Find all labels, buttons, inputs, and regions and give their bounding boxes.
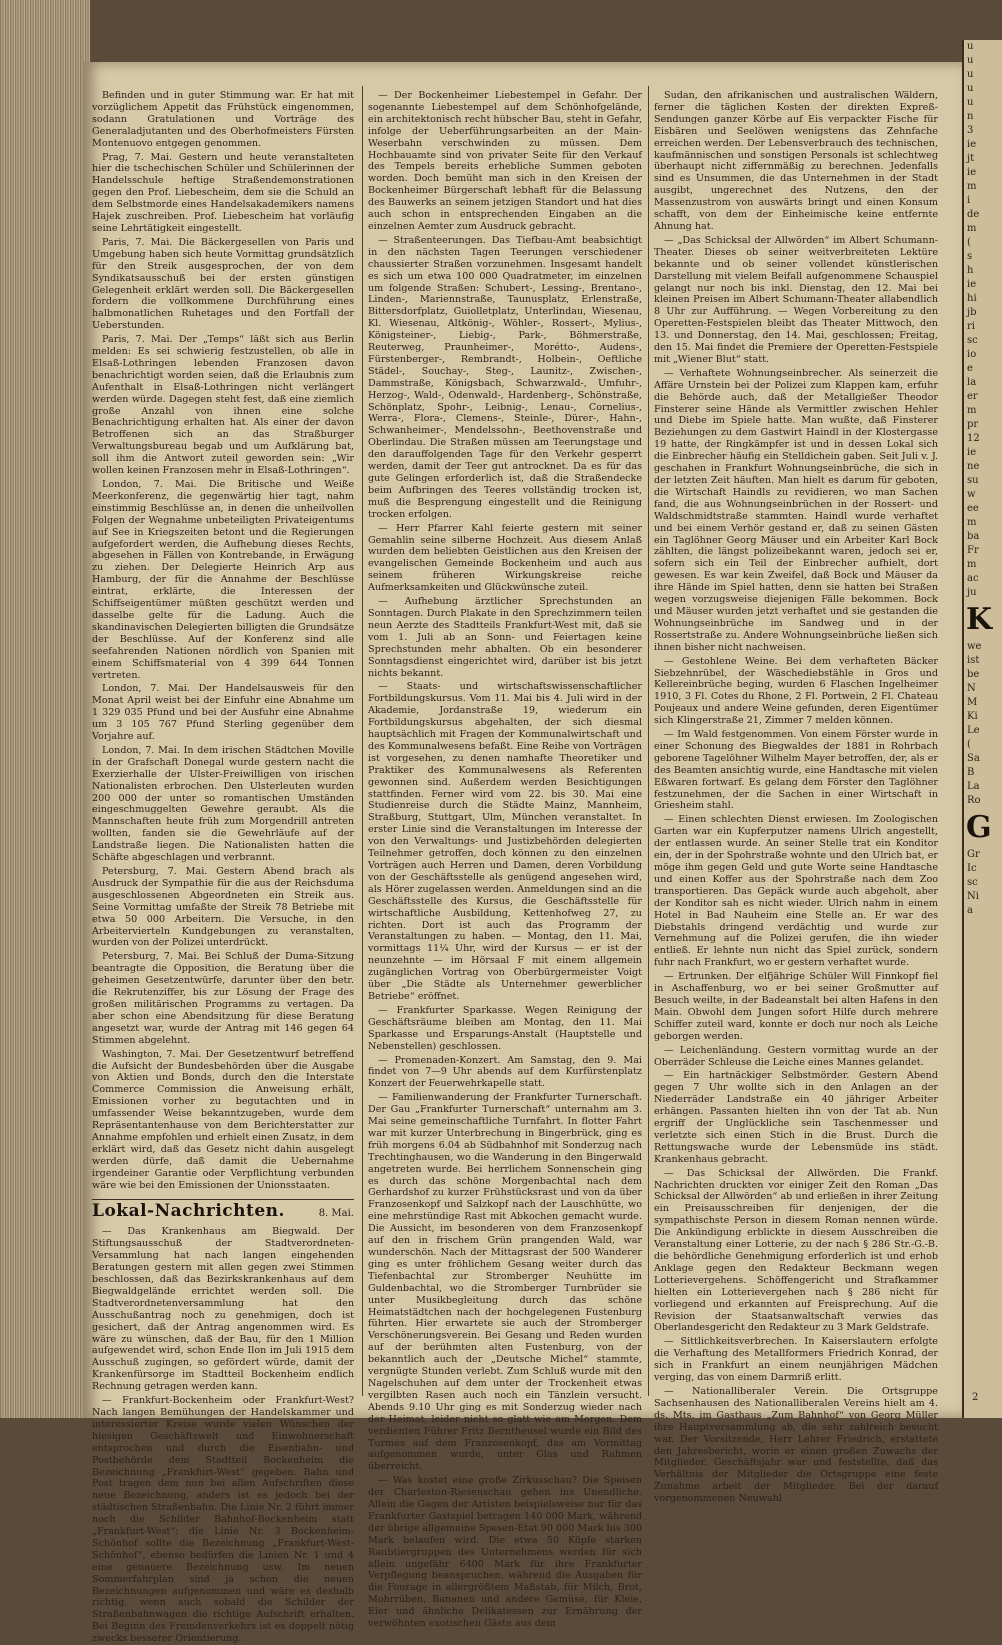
strip-fragment: ie: [967, 139, 977, 150]
strip-fragment: w: [967, 489, 976, 500]
strip-fragment: ac: [967, 573, 979, 584]
strip-fragment: ie: [967, 279, 977, 290]
strip-fragment: Gr: [967, 849, 980, 860]
local-news-heading: Lokal-Nachrichten.: [92, 1201, 285, 1222]
strip-fragment: 12: [967, 433, 980, 444]
strip-fragment: i: [967, 195, 971, 206]
strip-fragment: 3: [967, 125, 974, 136]
strip-fragment: u: [967, 41, 974, 52]
article-paragraph: — Familienwanderung der Frankfurter Turnerschaft. Der Gau „Frankfurter Turnerschaft“ unternahm am 3. Mai seine gemeinschaftliche Turnfahrt. In flotter Fahrt war mit kurzer Unterbrechung in Bingerbrück, ging es früh morgens 6.04 ab Südbahnhof mit Sonderzug nach Trechtinghausen, wo die Wanderung in den Bingerwald angetreten wurde. Bei herrlichem Sonnenschein ging es durch das schöne Morgenbachtal nach dem Gerhardshof zu kurzer Frühstücksrast und von da über Franzosenkopf und Salzkopf nach der Lauschhütte, wo eine mehrstündige Rast mit Abkochen gemacht wurde. Die Aussicht, im besonderen von dem Franzosenkopf auf den in frischem Grün prangenden Wald, war wunderschön. Nach der Mittagsrast der 500 Wanderer ging es unter fröhlichem Gesang weiter durch das Tiefenbachtal zur Stromberger Neuhütte im Guldenbachtal, wo die Stromberger Turnbrüder sie unter Musikbegleitung durch das schöne Heimatstädtchen nach der hochgelegenen Fustenburg führten. Hier erwartete sie auch der Stromberger Verschönerungsverein. Bei Gesang und Reden wurden auf der berühmten alten Fustenburg, von der bekanntlich auch der „Deutsche Michel“ stammte, vergnügte Stunden verlebt. Zum Schluß wurde mit den Nagelschuhen auf dem unter der Trockenheit etwas vergilbten Rasen auch noch ein Tänzlein versucht. Abends 9.10 Uhr ging es mit Sonderzug wieder nach der Heimat, leider nicht so glatt wie am Morgen. Dem verdienten Führer Fritz Berntheusel wurde ein Bild des Turmes auf dem Franzosenkopf, das am Vormittag aufgenommen wurde, unter Glas und Rahmen überreicht.: [368, 1092, 642, 1473]
strip-fragment: Ki: [967, 711, 978, 722]
article-paragraph: Petersburg, 7. Mai. Gestern Abend brach als Ausdruck der Sympathie für die aus der Reichsduma ausgeschlossenen Abgeordneten ein Streik aus. Seine Vormittag umfaßte der Streik 78 Betriebe mit etwa 50 000 Arbeitern. Die Versuche, in den Arbeitervierteln Kundgebungen zu veranstalten, wurden von der Polizei unterdrückt.: [92, 866, 354, 949]
strip-fragment: m: [967, 405, 977, 416]
article-paragraph: London, 7. Mai. Die Britische und Weiße Meerkonferenz, die gegenwärtig hier tagt, nahm einstimmig Beschlüsse an, in denen die unheilvollen Folgen der Wegnahme unbeteiligten Privateigentums auf See in Kriegszeiten betont und die Regierungen aufgefordert werden, die Aufhebung dieses Rechts, abgesehen in Fällen von Kontrebande, in Erwägung zu ziehen. Der Delegierte Heinrich Arp aus Hamburg, der für die Annahme der Beschlüsse eintrat, erklärte, die Interessen der Schiffseigentümer müßten geschützt werden und dasselbe gelte für die Ladung. Auch die skandinavischen Delegierten billigten die Grundsätze der Beschlüsse. Auf der Konferenz sind alle seefahrenden Nationen nördlich von Spanien mit einem Schiffsmaterial von 4 399 644 Tonnen vertreten.: [92, 479, 354, 681]
article-paragraph: — Frankfurter Sparkasse. Wegen Reinigung der Geschäftsräume bleiben am Montag, den 11. Mai Sparkasse und Ersparungs-Anstalt (Hauptstelle und Nebenstellen) geschlossen.: [368, 1004, 642, 1052]
article-paragraph: — Straßenteerungen. Das Tiefbau-Amt beabsichtigt in den nächsten Tagen Teerungen verschiedener chaussierter Straßen vorzunehmen. Insgesamt handelt es sich um etwa 100 000 Quadratmeter, im einzelnen um folgende Straßen: Schubert-, Lessing-, Brentano-, Linden-, Mariennstraße, Taunusplatz, Erlenstraße, Bittersdorfplatz, Guiolletplatz, Unterlindau, Wiesenau, Kl. Wiesenau, Altkönig-, Wöhler-, Rossert-, Mylius-, Königsteiner-, Liebig-, Park-, Böhmerstraße, Reuterweg, Praunheimer-, Morétto-, Audens-, Fürstenberger-, Rembrandt-, Holbein-, Oeftliche Städel-, Souchay-, Steg-, Launitz-, Zwischen-, Dammstraße, Königsbach, Schwarzwald-, Umfuhr-, Herzog-, Wald-, Odenwald-, Hardenberg-, Schönstraße, Schönplatz, Spohr-, Leibnig-, Lenau-, Cornelius-, Werra-, Flora-, Clemens-, Steinle-, Dürer-, Hahn-, Schwanheimer-, Mendelssohn-, Beethovenstraße und Oberlindau. Die Straßen müssen am Teerungstage und den darauffolgenden Tage für den Verkehr gesperrt werden, damit der Teer gut antrocknet. Da es für das gute Gelingen erforderlich ist, daß die Straßendecke beim Aufbringen des Teeres vollständig trocken ist, muß die Besprengung eingestellt und die Reinigung trocken erfolgen.: [368, 234, 642, 520]
strip-fragment: de: [967, 209, 980, 220]
strip-fragment: ba: [967, 531, 980, 542]
article-paragraph: — Staats- und wirtschaftswissenschaftlicher Fortbildungskursus. Vom 11. Mai bis 4. Juli wird in der Akademie, Jordanstraße 19, wiederum ein Fortbildungskursus abgehalten, der sich diesmal hauptsächlich mit Fragen der Kommunalwirtschaft und des Kommunalwesens befaßt. Eine Reihe von Vorträgen ist vorgesehen, zu denen namhafte Theoretiker und Praktiker des Kommunalwesens als Referenten gewonnen sind. Außerdem werden Besichtigungen stattfinden. Ferner wird vom 22. bis 30. Mai eine Studienreise durch die Städte Mainz, Mannheim, Straßburg, Stuttgart, Ulm, München veranstaltet. In erster Linie sind die Veranstaltungen im Interesse der von den Verwaltungs- und Justizbehörden delegierten Teilnehmer getroffen, doch können zu den einzelnen Vorträgen auch Herren und Damen, deren Vorbildung von der Geschäftsstelle als genügend angesehen wird, als Hörer zugelassen werden. Anmeldungen sind an die Geschäftsstelle des Kursus, die Geschäftsstelle für wirtschaftliche Ausbildung, Kettenhofweg 27, zu richten. Dort ist auch das Programm der Veranstaltungen zu haben. — Montag, den 11. Mai, vormittags 11¼ Uhr, wird der Kursus — er ist der neunzehnte — im Hörsaal F mit einem allgemein zugänglichen Vortrag von Oberbürgermeister Voigt über „Die Städte als Unternehmer gewerblicher Betriebe“ eröffnet.: [368, 681, 642, 1002]
article-paragraph: — Verhaftete Wohnungseinbrecher. Als seinerzeit die Affäre Urnstein bei der Polizei zum Klappen kam, erfuhr die Behörde auch, daß der Metallgießer Theodor Finsterer seine Hände als Vermittler zwischen Hehler und Diebe im Spiele hatte. Man wußte, daß Finsterer Beziehungen zu dem Gastwirt Haindl in der Klostergasse 19 hatte, der Ringkämpfer ist und in dessen Lokal sich die Einbrecher häufig ein Stelldichein gaben. Seit Juli v. J. geschahen in Frankfurt Wohnungseinbrüche, die sich in der letzten Zeit häuften. Man hielt es darum für geboten, die Wirtschaft Haindls zu revidieren, wo man Sachen fand, die aus Wohnungseinbrüchen in der Rossert- und Waldschmidtstraße stammten. Haindl wurde verhaftet und bei einem Verhör gestand er, daß zu seinen Gästen ein Taglöhner Georg Mäuser und ein Arbeiter Karl Bock zählten, die längst polizeibekannt waren, jedoch sei er, sofern sich ein Teil der Einbrecher aufhielt, dort gewesen. Es war kein Zweifel, daß Bock und Mäuser da ihre Hände im Spiel hatten, denn sie hatten bei Straßen wegen vorzugsweise diejenigen Fälle bekommen. Bock und Mäuser wurden jetzt verhaftet und sie gestanden die Wohnungseinbrüche im Sandweg und in der Rossertstraße zu. Andere Wohnungseinbrüche ließen sich ihnen bisher nicht nachweisen.: [654, 367, 938, 653]
strip-fragment: m: [967, 223, 977, 234]
article-paragraph: — Ertrunken. Der elfjährige Schüler Will Finnkopf fiel in Aschaffenburg, wo er bei seiner Großmutter auf Besuch weilte, in der Badeanstalt bei alten Hafens in den Main. Obwohl dem Jungen sofort Hilfe durch mehrere Schiffer zuteil ward, konnte er doch nur noch als Leiche geborgen werden.: [654, 971, 938, 1042]
article-paragraph: Befinden und in guter Stimmung war. Er hat mit vorzüglichem Appetit das Frühstück eingenommen, sodann Gratulationen und Vorträge des Generaladjutanten und des Oberhofmeisters Fürsten Montenuovo entgegen genommen.: [92, 90, 354, 149]
strip-fragment: we: [967, 641, 982, 652]
article-paragraph: London, 7. Mai. In dem irischen Städtchen Moville in der Grafschaft Donegal wurde gestern nacht die Exerzierhalle der Ulster-Freiwilligen von irischen Nationalisten erbrochen. Den Ulsterleuten wurden 200 000 der unter so romantischen Umständen eingeschmuggelten Gewehre geraubt. Als die Mannschaften heute früh zum Morgendrill antreten wollten, fanden sie die Gewehrläufe auf der Landstraße liegen. Die Nationalisten hatten die Schäfte abgeschlagen und verbrannt.: [92, 744, 354, 864]
article-paragraph: — Das Krankenhaus am Biegwald. Der Stiftungsausschuß der Stadtverordneten-Versammlung hat nach langen eingehenden Beratungen gestern mit allen gegen zwei Stimmen beschlossen, daß das Bezirkskrankenhaus auf dem Biegwaldgelände errichtet werden soll. Die Stadtverordnetenversammlung hat den Ausschußantrag noch zu genehmigen, doch ist gesichert, daß der Antrag angenommen wird. Es wäre zu wünschen, daß der Bau, für den 1 Million aufgewendet wird, schon Ende Ilon im Juli 1915 dem Ausschuß zugingen, so gefördert würde, damit der Krankenfürsorge im Stadtteil Bockenheim endlich Rechnung getragen werden kann.: [92, 1226, 354, 1393]
strip-fragment: pr: [967, 419, 979, 430]
strip-fragment: m: [967, 559, 977, 570]
strip-fragment: m: [967, 181, 977, 192]
article-paragraph: — Was kostet eine große Zirkusschau? Die Speisen der Charleston-Riesenschau gehen ins Unendliche. Allein die Gagen der Artisten beispielsweise nur für das Frankfurter Gastspiel betragen 140 000 Mark, während der übrige allgemeine Spesen-Etat 90 000 Mark bis 300 Mark belaufen wird. Die etwa 50 Köpfe starken Raubtiergruppen des Unternehmens werden für sich allein ungefähr 6400 Mark für ihre Frankfurter Verpflegung beanspruchen, während die Ausgaben für die Fourage in allergrößtem Maßstab, für Milch, Brot, Mohrrüben, Bananen und andere Gemüse, für Kleie, Eier und ähnliche Delikatessen zur Ernährung der verwöhnten exotischen Gäste aus dem: [368, 1475, 642, 1630]
article-paragraph: — Einen schlechten Dienst erwiesen. Im Zoologischen Garten war ein Kupferputzer namens Ulrich angestellt, der entlassen wurde. An seiner Stelle trat ein Konditor ein, der in der Spohrstraße wohnte und den Ulrich bat, er möge ihm gegen Geld und gute Worte seine Handtasche und einen Koffer aus der Spohrstraße nach dem Zoo transportieren. Das Gepäck wurde auch abgeholt, aber der Konditor sah es nicht wieder. Ulrich nahm in einem Hotel in Bad Nauheim eine Stelle an. Er war des Diebstahls dringend verdächtig und wurde zur Vernehmung auf die Polizei gerufen, die ihn wieder entließ. Er lehnte nun nicht das Spiel zurück, sondern fuhr nach Frankfurt, wo er gestern verhaftet wurde.: [654, 814, 938, 969]
strip-fragment: ne: [967, 461, 980, 472]
strip-fragment: M: [967, 697, 978, 708]
strip-fragment: jt: [967, 153, 975, 164]
page-number: 2: [972, 1392, 979, 1403]
article-paragraph: — Herr Pfarrer Kahl feierte gestern mit seiner Gemahlin seine silberne Hochzeit. Aus diesem Anlaß wurden dem beliebten Geistlichen aus den Kreisen der evangelischen Gemeinde Bockenheim und auch aus seinem früheren Wirkungskreise reiche Aufmerksamkeiten und Glückwünsche zuteil.: [368, 522, 642, 594]
article-paragraph: — Der Bockenheimer Liebestempel in Gefahr. Der sogenannte Liebestempel auf dem Schönhofgelände, ein architektonisch recht hübscher Bau, steht in Gefahr, infolge der Ueberführungsarbeiten an der Main-Weserbahn verschwinden zu müssen. Dem Hochbauamte sind von privater Seite für den Verkauf des Tempels bereits erhebliche Summen geboten worden. Doch bemüht man sich in den Kreisen der Bockenheimer Bürgerschaft lebhaft für die Belassung des Bauwerks an seinem jetzigen Standort und hat dies auch schon in entsprechenden Eingaben an die einzelnen Aemter zum Ausdruck gebracht.: [368, 90, 642, 232]
adjacent-page-big-letter: G: [966, 810, 992, 845]
article-paragraph: Paris, 7. Mai. Der „Temps“ läßt sich aus Berlin melden: Es sei schwierig festzustellen, ob alle in Elsaß-Lothringen lebenden Franzosen davon benachrichtigt worden seien, daß die Erlaubnis zum Aufenthalt in Elsaß-Lothringen nicht verlängert werden würde. Dagegen steht fest, daß eine ziemlich große Anzahl von ihnen eine solche Benachrichtigung erhalten hat. Als einer der davon Betroffenen sich an das Straßburger Verwaltungsbureau begab und um Aufklärung bat, soll ihm die Antwort zuteil geworden sein: „Wir wollen keinen Franzosen mehr in Elsaß-Lothringen“.: [92, 334, 354, 477]
column-3: [654, 90, 938, 1505]
strip-fragment: ist: [967, 655, 980, 666]
article-paragraph: — Sittlichkeitsverbrechen. In Kaiserslautern erfolgte die Verhaftung des Metallformers Friedrich Konrad, der sich in Frankfurt an einem neunjährigen Mädchen verging, das von einem Darmriß erlitt.: [654, 1336, 938, 1384]
strip-fragment: be: [967, 669, 980, 680]
strip-fragment: N: [967, 683, 976, 694]
article-paragraph: — Aufhebung ärztlicher Sprechstunden an Sonntagen. Durch Plakate in den Sprechzimmern teilen neun Aerzte des Stadtteils Frankfurt-West mit, daß sie vom 1. Juli ab an Sonn- und Feiertagen keine Sprechstunden mehr abhalten. Ob ein besonderer Sonntagsdienst eingerichtet wird, darüber ist bis jetzt nichts bekannt.: [368, 596, 642, 679]
article-paragraph: — Promenaden-Konzert. Am Samstag, den 9. Mai findet von 7—9 Uhr abends auf dem Kurfürstenplatz Konzert der Feuerwehrkapelle statt.: [368, 1054, 642, 1090]
strip-fragment: a: [967, 905, 973, 916]
article-paragraph: Petersburg, 7. Mai. Bei Schluß der Duma-Sitzung beantragte die Opposition, die Beratung über die geheimen Gesetzentwürfe, darunter über den betr. die Rekrutenziffer, bis zur Lösung der Frage des großen militärischen Programms zu vertagen. Da aber schon eine Abendsitzung für diese Beratung angesetzt war, wurde der Antrag mit 146 gegen 64 Stimmen abgelehnt.: [92, 951, 354, 1046]
local-news-date: 8. Mai.: [318, 1208, 354, 1220]
strip-fragment: Le: [967, 725, 980, 736]
strip-fragment: io: [967, 349, 977, 360]
strip-fragment: ie: [967, 167, 977, 178]
column-rule: [648, 86, 649, 1396]
strip-fragment: Ic: [967, 863, 977, 874]
strip-fragment: h: [967, 265, 974, 276]
strip-fragment: ju: [967, 587, 977, 598]
strip-fragment: s: [967, 251, 973, 262]
column-2: [368, 90, 642, 1630]
book-page-edges: [0, 0, 90, 1418]
strip-fragment: (: [967, 237, 971, 248]
article-paragraph: Sudan, den afrikanischen und australischen Wäldern, ferner die täglichen Kosten der direkten Expreß-Sendungen ganzer Körbe auf Eis verpackter Fische für Eisbären und Seelöwen wenigstens das Zehnfache erreichen werden. Der Lebensverbrauch des technischen, kaufmännischen und sonstigen Personals ist schlechtweg überhaupt nicht ziffernmäßig zu berechnen. Jedenfalls sind es Unsummen, die das Unternehmen in der Stadt ausgibt, ungerechnet des Nutzens, den der Massenzustrom von auswärts bringt und einen Konsum schafft, von dem der Einheimische keine entfernte Ahnung hat.: [654, 90, 938, 232]
strip-fragment: e: [967, 363, 973, 374]
strip-fragment: ri: [967, 321, 975, 332]
article-paragraph: — Nationalliberaler Verein. Die Ortsgruppe Sachsenhausen des Nationalliberalen Vereins hielt am 4. ds. Mts. im Gasthaus „Zum Bahnhof“ von Georg Müller ihre Hauptversammlung ab, die sehr zahlreich besucht war. Der Vorsitzende, Herr Lehrer Friedrich, erstattete den Jahresbericht, worin er einen großen Zuwachs der Mitglieder. Geschäftsjahr war und feststellte, daß das Verhältnis der Mitglieder die Ortsgruppe eine feste Zunahme arbeit der Mitglieder. Bei der darauf vorgenommenen Neuwahl: [654, 1385, 938, 1505]
strip-fragment: Ro: [967, 795, 981, 806]
article-paragraph: — Frankfurt-Bockenheim oder Frankfurt-West? Nach langen Bemühungen der Handelskammer und interessierter Kreise wurde vielen Wünschen der hiesigen Geschäftswelt und Einwohnerschaft entsprochen und durch die Eisenbahn- und Postbehörde dem Stadtteil Bockenheim die Bezeichnung „Frankfurt-West“ gegeben. Bahn und Post tragen dem nun bei allen Aufschriften diese neue Bezeichnung, anders ist es jedoch bei der städtischen Straßenbahn. Die Linie Nr. 2 führt immer noch die Schilder Bahnhof-Bockenheim statt „Frankfurt-West“; die Linie Nr. 3 Bockenheim-Schönhof sollte die Bezeichnung „Frankfurt-West-Schönhof“, ebenso bedürfen die Linien Nr. 1 und 4 eine genauere Bezeichnung usw. Im neuen Sommerfahrplan sind ja schon die neuen Bezeichnungen aufgenommen und wäre es deshalb richtig, wenn auch sobald die Schilder der Straßenbahnwagen die richtige Aufschrift erhalten. Bei Beginn des Fremdenverkehrs ist es doppelt nötig zwecks besserer Orientierung.: [92, 1395, 354, 1645]
article-paragraph: — „Das Schicksal der Allwörden“ im Albert Schumann-Theater. Dieses ob seiner weitverbreiteten Lektüre bekannte und ob seiner vollendet künstlerischen Darstellung mit vielem Beifall aufgenommene Schauspiel gelangt nur noch bis inkl. Dienstag, den 12. Mai bei kleinen Preisen im Albert Schumann-Theater allabendlich 8 Uhr zur Aufführung. — Wegen Vorbereitung zu den Operetten-Festspielen bleibt das Theater Mittwoch, den 13. und Donnerstag, den 14. Mai, geschlossen; Freitag, den 15. Mai findet die Premiere der Operetten-Festspiele mit „Wiener Blut“ statt.: [654, 234, 938, 365]
article-paragraph: — Im Wald festgenommen. Von einem Förster wurde in einer Schonung des Biegwaldes der 1881 in Rohrbach geborene Tagelöhner Wilhelm Mayer betroffen, der, als er des Beamten ansichtig wurde, eine Handtasche mit vielen Eßwaren fortwarf. Es gelang dem Förster den Taglöhner festzunehmen, der die Sachen in einer Wirtschaft in Griesheim stahl.: [654, 729, 938, 812]
strip-fragment: sc: [967, 335, 978, 346]
article-paragraph: — Leichenländung. Gestern vormittag wurde an der Oberräder Schleuse die Leiche eines Mannes gelandet.: [654, 1044, 938, 1068]
column-1: [92, 90, 354, 1645]
article-paragraph: Washington, 7. Mai. Der Gesetzentwurf betreffend die Aufsicht der Bundesbehörden über die Ausgabe von Aktien und Bonds, durch den die Interstate Commerce Commission die Anweisung erhält, Emissionen vorher zu begutachten und in umfassender Weise bekanntzugeben, wurde dem Repräsentantenhause von dem Berichterstatter zur Annahme empfohlen und erhielt einen Zusatz, in dem erklärt wird, daß das Gesetz nicht dahin ausgelegt werden dürfe, daß damit die Uebernahme irgendeiner Garantie oder Verpflichtung verbunden wäre wie bei den Emissionen der Unionsstaaten.: [92, 1048, 354, 1191]
article-paragraph: Prag, 7. Mai. Gestern und heute veranstalteten hier die tschechischen Schüler und Schülerinnen der Handelsschule heftige Straßendemonstrationen gegen den Prof. Liebescheim, dem sie die Schuld an dem Selbstmorde eines Handelsakademikers namens Hajek zuschreiben. Prof. Liebescheim hat vorläufig seine Lehrtätigkeit eingestellt.: [92, 151, 354, 234]
article-paragraph: — Gestohlene Weine. Bei dem verhafteten Bäcker Siebzehnrübel, der Wäschediebstähle in Gros und Kellereinbrüche beging, wurden 6 Flaschen Ingelheimer 1910, 3 Fl. Cotes du Rhone, 2 Fl. Portwein, 2 Fl. Chateau Poujeaux und andere Weine gefunden, deren Eigentümer sich Klingerstraße 21, Zimmer 7 melden können.: [654, 655, 938, 727]
strip-fragment: n: [967, 111, 974, 122]
strip-fragment: hi: [967, 293, 977, 304]
strip-fragment: La: [967, 781, 980, 792]
article-paragraph: London, 7. Mai. Der Handelsausweis für den Monat April weist bei der Einfuhr eine Abnahme um 1 329 035 Pfund und bei der Ausfuhr eine Abnahme um 3 105 767 Pfund Sterling gegenüber dem Vorjahre auf.: [92, 683, 354, 743]
strip-fragment: ie: [967, 447, 977, 458]
article-paragraph: — Das Schicksal der Allwörden. Die Frankf. Nachrichten druckten vor einiger Zeit den Roman „Das Schicksal der Allwörden“ ab und erließen in ihrer Zeitung ein Preisausschreiben für denjenigen, der die sympathischste Person in diesem Roman nennen würde. Die Ankündigung erblickte in diesem Ausschreiben die Veranstaltung einer Lotterie, zu der nach § 286 Str.-G.-B. die behördliche Genehmigung erforderlich ist und erhob Anklage gegen den Redakteur Beckmann wegen Lotterievergehens. Schöffengericht und Strafkammer hielten ein Lotterievergehen nach § 286 nicht für vorliegend und erkannten auf Freisprechung. Auf die Revision der Staatsanwaltschaft verwies das Oberlandesgericht den Redakteur zu 3 Mark Geldstrafe.: [654, 1167, 938, 1334]
strip-fragment: Fr: [967, 545, 979, 556]
strip-fragment: Ni: [967, 891, 979, 902]
article-paragraph: Paris, 7. Mai. Die Bäckergesellen von Paris und Umgebung haben sich heute Vormittag grundsätzlich für den Streik ausgesprochen, der von dem Syndikatsausschuß bei der ersten günstigen Gelegenheit erklärt werden soll. Die Bäckergesellen fordern die vollkommene Durchführung eines halbmonatlichen Ruhetages und den Fortfall der Ueberstunden.: [92, 236, 354, 332]
strip-fragment: su: [967, 475, 979, 486]
strip-fragment: er: [967, 391, 978, 402]
strip-fragment: B: [967, 767, 975, 778]
adjacent-page-big-letter: K: [966, 602, 993, 637]
strip-fragment: u: [967, 55, 974, 66]
local-news-header: [92, 1199, 354, 1220]
strip-fragment: u: [967, 97, 974, 108]
strip-fragment: Sa: [967, 753, 980, 764]
strip-fragment: la: [967, 377, 977, 388]
strip-fragment: u: [967, 69, 974, 80]
strip-fragment: (: [967, 739, 971, 750]
adjacent-page-strip: [962, 40, 1002, 1418]
column-rule: [362, 86, 363, 1396]
strip-fragment: sc: [967, 877, 978, 888]
article-paragraph: — Ein hartnäckiger Selbstmörder. Gestern Abend gegen 7 Uhr wollte sich in den Anlagen an der Niederräder Landstraße ein 40 jähriger Arbeiter erhängen. Passanten hielten ihn von der Tat ab. Nun ergriff der Unglückliche sein Taschenmesser und verletzte sich einen Stich in die Brust. Durch die Rettungswache wurde der Lebensmüde ins städt. Krankenhaus gebracht.: [654, 1070, 938, 1165]
strip-fragment: ee: [967, 503, 979, 514]
strip-fragment: u: [967, 83, 974, 94]
strip-fragment: m: [967, 517, 977, 528]
strip-fragment: jb: [967, 307, 977, 318]
